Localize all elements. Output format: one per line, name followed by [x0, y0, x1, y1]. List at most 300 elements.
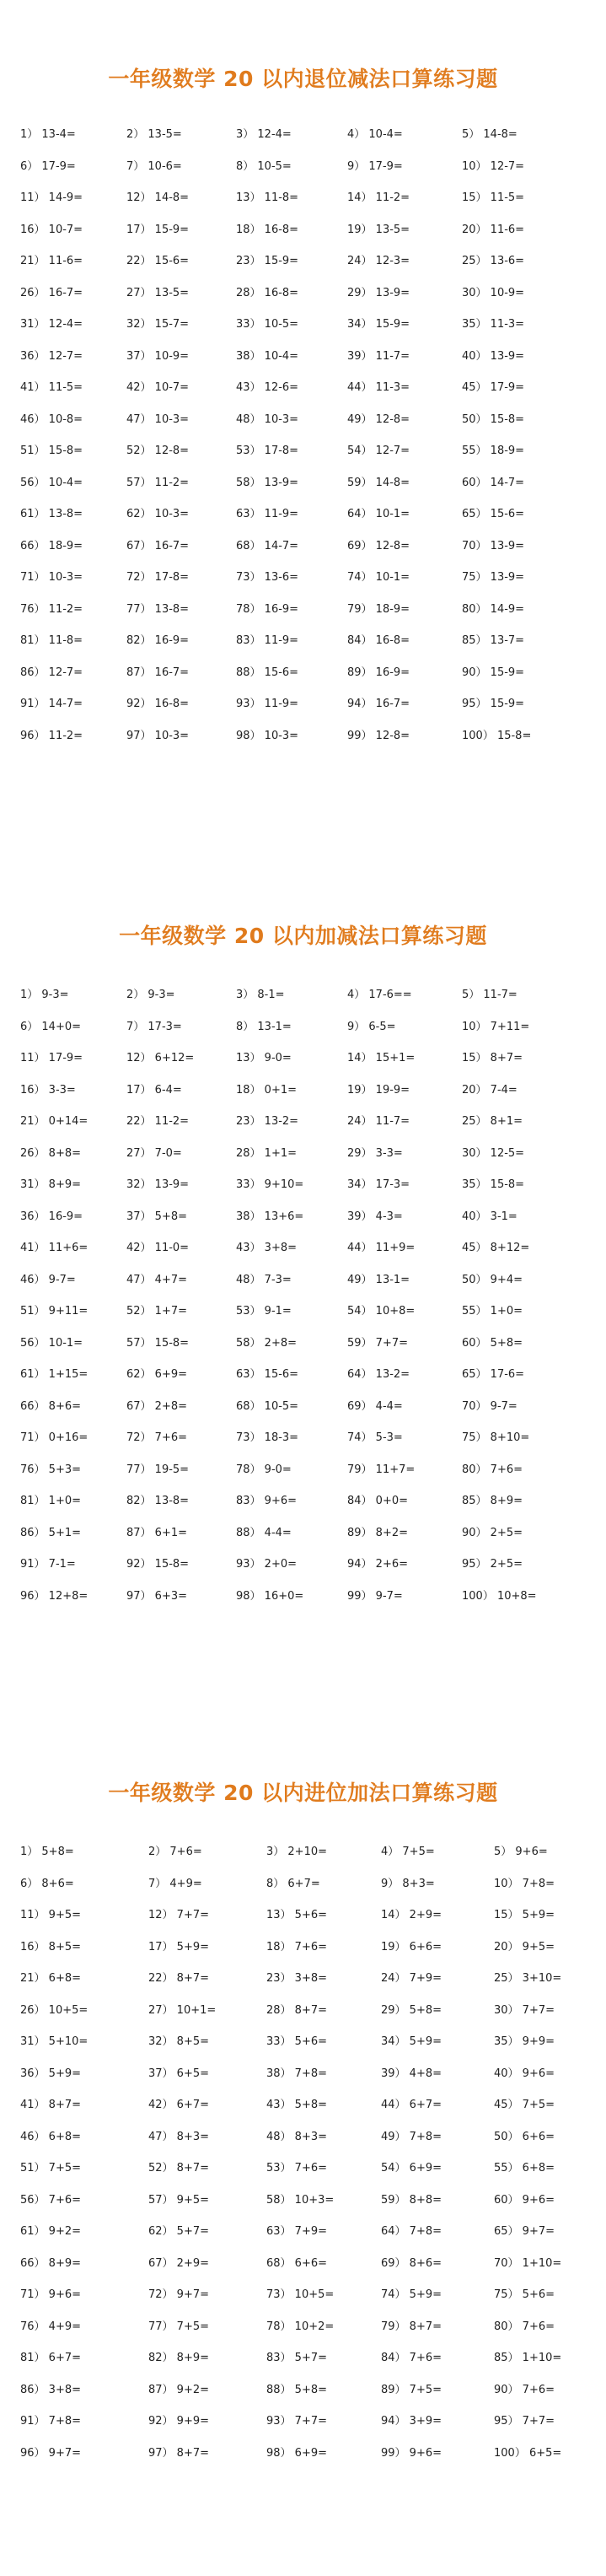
- problem-item: 69） 8+6=: [381, 2256, 442, 2270]
- problem-item: 32） 15-7=: [126, 318, 190, 331]
- problem-item: 12） 7+7=: [148, 1909, 210, 1921]
- problem-row: [0, 536, 606, 569]
- problem-item: 32） 8+5=: [148, 2035, 210, 2048]
- problem-item: 100） 15-8=: [462, 729, 532, 742]
- problem-item: 3） 2+10=: [266, 1846, 328, 1858]
- problem-item: 68） 14-7=: [236, 539, 299, 552]
- problem-item: 46） 10-8=: [20, 412, 83, 426]
- problem-row: [0, 1428, 606, 1460]
- problem-item: 77） 7+5=: [148, 2320, 210, 2333]
- problem-item: 85） 8+9=: [462, 1495, 523, 1507]
- problem-row: [0, 1144, 606, 1176]
- problem-item: 47） 8+3=: [148, 2130, 210, 2143]
- problem-item: 59） 7+7=: [347, 1336, 409, 1350]
- problem-item: 83） 5+7=: [266, 2352, 328, 2364]
- problem-item: 90） 2+5=: [462, 1526, 523, 1539]
- problem-item: 94） 3+9=: [381, 2415, 442, 2428]
- problem-item: 62） 10-3=: [126, 508, 190, 520]
- problem-item: 60） 5+8=: [462, 1336, 523, 1350]
- problem-row: [0, 1523, 606, 1555]
- problem-item: 27） 7-0=: [126, 1146, 182, 1160]
- problem-item: 44） 6+7=: [381, 2099, 442, 2111]
- problem-item: 82） 13-8=: [126, 1495, 190, 1507]
- problem-item: 52） 1+7=: [126, 1305, 188, 1318]
- problem-item: 63） 7+9=: [266, 2225, 328, 2238]
- problem-item: 19） 13-5=: [347, 223, 410, 236]
- problem-item: 25） 8+1=: [462, 1115, 523, 1128]
- problem-item: 2） 9-3=: [126, 989, 175, 1001]
- problem-row: [0, 1365, 606, 1397]
- problem-item: 48） 7-3=: [236, 1273, 292, 1286]
- problem-item: 58） 2+8=: [236, 1336, 298, 1350]
- problem-item: 51） 9+11=: [20, 1305, 88, 1318]
- problem-item: 68） 6+6=: [266, 2256, 328, 2270]
- problem-item: 8） 6+7=: [266, 1877, 320, 1890]
- problem-item: 66） 18-9=: [20, 539, 83, 552]
- problem-item: 98） 6+9=: [266, 2446, 328, 2460]
- problem-row: [0, 2412, 606, 2444]
- problem-row: [0, 1460, 606, 1492]
- problem-item: 86） 3+8=: [20, 2383, 82, 2396]
- problem-item: 70） 1+10=: [494, 2256, 562, 2270]
- problem-item: 98） 10-3=: [236, 729, 299, 742]
- problem-item: 4） 17-6==: [347, 989, 412, 1001]
- problem-item: 86） 5+1=: [20, 1526, 82, 1539]
- problem-item: 61） 1+15=: [20, 1368, 88, 1381]
- problem-row: [0, 2158, 606, 2191]
- problem-item: 96） 11-2=: [20, 729, 83, 742]
- problem-row: [0, 2001, 606, 2033]
- problem-row: [0, 1555, 606, 1587]
- problem-row: [0, 631, 606, 663]
- problem-item: 81） 6+7=: [20, 2352, 82, 2364]
- section-title: 一年级数学 20 以内退位减法口算练习题: [108, 67, 498, 91]
- problem-item: 24） 11-7=: [347, 1115, 410, 1128]
- problem-item: 62） 6+9=: [126, 1368, 188, 1381]
- problem-item: 59） 14-8=: [347, 476, 410, 489]
- problem-item: 89） 7+5=: [381, 2383, 442, 2396]
- problem-grid: [0, 125, 606, 757]
- problem-item: 68） 10-5=: [236, 1399, 299, 1413]
- problem-item: 48） 8+3=: [266, 2130, 328, 2143]
- problem-item: 43） 5+8=: [266, 2099, 328, 2111]
- problem-item: 50） 15-8=: [462, 412, 525, 426]
- problem-item: 66） 8+9=: [20, 2256, 82, 2270]
- problem-item: 58） 13-9=: [236, 476, 299, 489]
- problem-item: 91） 14-7=: [20, 698, 83, 710]
- problem-item: 93） 7+7=: [266, 2415, 328, 2428]
- problem-item: 23） 15-9=: [236, 255, 299, 267]
- problem-item: 51） 7+5=: [20, 2162, 82, 2175]
- problem-item: 88） 5+8=: [266, 2383, 328, 2396]
- problem-item: 18） 0+1=: [236, 1083, 298, 1097]
- problem-row: [0, 2254, 606, 2286]
- problem-item: 45） 8+12=: [462, 1242, 530, 1254]
- problem-item: 62） 5+7=: [148, 2225, 210, 2238]
- problem-item: 38） 13+6=: [236, 1210, 304, 1223]
- problem-item: 99） 9+6=: [381, 2446, 442, 2460]
- problem-row: [0, 441, 606, 473]
- problem-item: 65） 9+7=: [494, 2225, 555, 2238]
- problem-item: 31） 5+10=: [20, 2035, 88, 2048]
- problem-grid: [0, 1842, 606, 2475]
- problem-item: 11） 14-9=: [20, 191, 83, 204]
- problem-item: 9） 8+3=: [381, 1877, 435, 1890]
- problem-row: [0, 2064, 606, 2096]
- problem-item: 78） 16-9=: [236, 602, 299, 616]
- problem-item: 17） 6-4=: [126, 1083, 182, 1097]
- problem-item: 43） 12-6=: [236, 381, 299, 394]
- problem-item: 84） 0+0=: [347, 1495, 409, 1507]
- problem-row: [0, 2222, 606, 2254]
- problem-item: 23） 13-2=: [236, 1115, 299, 1128]
- problem-item: 96） 12+8=: [20, 1589, 88, 1603]
- problem-item: 20） 7-4=: [462, 1083, 518, 1097]
- problem-item: 32） 13-9=: [126, 1178, 190, 1191]
- problem-item: 76） 5+3=: [20, 1463, 82, 1476]
- problem-row: [0, 663, 606, 695]
- problem-item: 42） 11-0=: [126, 1242, 190, 1254]
- problem-item: 15） 5+9=: [494, 1909, 555, 1921]
- problem-item: 90） 15-9=: [462, 666, 525, 679]
- problem-item: 44） 11+9=: [347, 1242, 416, 1254]
- problem-row: [0, 985, 606, 1017]
- problem-item: 42） 6+7=: [148, 2099, 210, 2111]
- problem-item: 19） 19-9=: [347, 1083, 410, 1097]
- problem-item: 78） 9-0=: [236, 1463, 292, 1476]
- problem-item: 71） 0+16=: [20, 1431, 88, 1444]
- problem-item: 13） 5+6=: [266, 1909, 328, 1921]
- problem-row: [0, 347, 606, 379]
- problem-item: 37） 5+8=: [126, 1210, 188, 1223]
- problem-item: 72） 17-8=: [126, 571, 190, 584]
- problem-item: 55） 1+0=: [462, 1305, 523, 1318]
- problem-item: 34） 15-9=: [347, 318, 410, 331]
- problem-item: 57） 9+5=: [148, 2193, 210, 2207]
- problem-item: 13） 11-8=: [236, 191, 299, 204]
- problem-item: 87） 6+1=: [126, 1526, 188, 1539]
- problem-row: [0, 694, 606, 726]
- problem-item: 74） 5+9=: [381, 2288, 442, 2301]
- problem-item: 27） 13-5=: [126, 286, 190, 299]
- problem-item: 85） 13-7=: [462, 634, 525, 647]
- problem-item: 45） 7+5=: [494, 2099, 555, 2111]
- problem-item: 35） 11-3=: [462, 318, 525, 331]
- problem-item: 40） 3-1=: [462, 1210, 518, 1223]
- problem-item: 36） 5+9=: [20, 2067, 82, 2080]
- problem-item: 6） 14+0=: [20, 1020, 82, 1033]
- problem-grid: [0, 985, 606, 1618]
- problem-item: 49） 13-1=: [347, 1273, 410, 1286]
- problem-item: 73） 10+5=: [266, 2288, 335, 2301]
- problem-item: 50） 9+4=: [462, 1273, 523, 1286]
- problem-item: 84） 16-8=: [347, 634, 410, 647]
- problem-item: 80） 7+6=: [494, 2320, 555, 2333]
- problem-row: [0, 188, 606, 220]
- problem-item: 38） 10-4=: [236, 349, 299, 363]
- problem-item: 39） 11-7=: [347, 349, 410, 363]
- problem-item: 80） 7+6=: [462, 1463, 523, 1476]
- problem-item: 28） 8+7=: [266, 2003, 328, 2017]
- problem-item: 40） 9+6=: [494, 2067, 555, 2080]
- problem-item: 72） 7+6=: [126, 1431, 188, 1444]
- problem-item: 61） 9+2=: [20, 2225, 82, 2238]
- problem-item: 30） 7+7=: [494, 2003, 555, 2017]
- problem-item: 17） 15-9=: [126, 223, 190, 236]
- problem-item: 33） 9+10=: [236, 1178, 304, 1191]
- section-title: 一年级数学 20 以内进位加法口算练习题: [108, 1781, 498, 1805]
- problem-item: 86） 12-7=: [20, 666, 83, 679]
- problem-item: 9） 6-5=: [347, 1020, 396, 1033]
- problem-item: 85） 1+10=: [494, 2352, 562, 2364]
- problem-item: 81） 1+0=: [20, 1495, 82, 1507]
- problem-row: [0, 2380, 606, 2412]
- problem-item: 56） 10-1=: [20, 1336, 83, 1350]
- problem-row: [0, 283, 606, 315]
- problem-item: 74） 5-3=: [347, 1431, 403, 1444]
- problem-item: 26） 16-7=: [20, 286, 83, 299]
- problem-item: 100） 6+5=: [494, 2446, 562, 2460]
- problem-item: 48） 10-3=: [236, 412, 299, 426]
- problem-item: 79） 18-9=: [347, 602, 410, 616]
- problem-item: 54） 6+9=: [381, 2162, 442, 2175]
- problem-item: 57） 15-8=: [126, 1336, 190, 1350]
- problem-row: [0, 726, 606, 758]
- problem-item: 99） 12-8=: [347, 729, 410, 742]
- problem-item: 83） 11-9=: [236, 634, 299, 647]
- problem-row: [0, 2127, 606, 2159]
- problem-item: 64） 13-2=: [347, 1368, 410, 1381]
- problem-item: 24） 12-3=: [347, 255, 410, 267]
- problem-item: 77） 13-8=: [126, 602, 190, 616]
- problem-item: 3） 8-1=: [236, 989, 285, 1001]
- problem-item: 61） 13-8=: [20, 508, 83, 520]
- problem-item: 60） 9+6=: [494, 2193, 555, 2207]
- problem-row: [0, 125, 606, 157]
- problem-item: 26） 10+5=: [20, 2003, 88, 2017]
- problem-item: 51） 15-8=: [20, 445, 83, 457]
- problem-item: 1） 9-3=: [20, 989, 69, 1001]
- problem-item: 33） 5+6=: [266, 2035, 328, 2048]
- problem-item: 33） 10-5=: [236, 318, 299, 331]
- problem-item: 6） 8+6=: [20, 1877, 74, 1890]
- problem-item: 95） 7+7=: [494, 2415, 555, 2428]
- problem-item: 67） 2+9=: [148, 2256, 210, 2270]
- problem-item: 11） 9+5=: [20, 1909, 82, 1921]
- problem-item: 10） 7+11=: [462, 1020, 530, 1033]
- problem-item: 93） 11-9=: [236, 698, 299, 710]
- problem-item: 18） 7+6=: [266, 1940, 328, 1954]
- problem-item: 64） 7+8=: [381, 2225, 442, 2238]
- problem-item: 5） 11-7=: [462, 989, 518, 1001]
- problem-item: 64） 10-1=: [347, 508, 410, 520]
- problem-row: [0, 251, 606, 283]
- problem-item: 2） 13-5=: [126, 128, 182, 141]
- problem-row: [0, 1301, 606, 1334]
- problem-row: [0, 2032, 606, 2064]
- problem-row: [0, 1491, 606, 1523]
- problem-item: 91） 7+8=: [20, 2415, 82, 2428]
- problem-item: 31） 12-4=: [20, 318, 83, 331]
- problem-item: 74） 10-1=: [347, 571, 410, 584]
- problem-row: [0, 2348, 606, 2380]
- problem-row: [0, 1270, 606, 1302]
- problem-item: 36） 16-9=: [20, 1210, 83, 1223]
- problem-item: 16） 3-3=: [20, 1083, 76, 1097]
- problem-item: 82） 16-9=: [126, 634, 190, 647]
- problem-item: 18） 16-8=: [236, 223, 299, 236]
- problem-row: [0, 473, 606, 505]
- problem-row: [0, 2191, 606, 2223]
- problem-item: 4） 7+5=: [381, 1846, 435, 1858]
- problem-item: 92） 16-8=: [126, 698, 190, 710]
- problem-item: 63） 15-6=: [236, 1368, 299, 1381]
- problem-item: 34） 17-3=: [347, 1178, 410, 1191]
- problem-item: 44） 11-3=: [347, 381, 410, 394]
- problem-item: 87） 9+2=: [148, 2383, 210, 2396]
- problem-item: 28） 1+1=: [236, 1146, 298, 1160]
- problem-item: 27） 10+1=: [148, 2003, 217, 2017]
- section-title: 一年级数学 20 以内加减法口算练习题: [119, 924, 487, 948]
- problem-row: [0, 1874, 606, 1906]
- problem-item: 47） 4+7=: [126, 1273, 188, 1286]
- problem-item: 97） 6+3=: [126, 1589, 188, 1603]
- problem-item: 65） 17-6=: [462, 1368, 525, 1381]
- problem-item: 60） 14-7=: [462, 476, 525, 489]
- problem-item: 95） 15-9=: [462, 698, 525, 710]
- problem-item: 29） 3-3=: [347, 1146, 403, 1160]
- problem-row: [0, 1048, 606, 1081]
- problem-item: 42） 10-7=: [126, 381, 190, 394]
- problem-item: 91） 7-1=: [20, 1558, 76, 1571]
- problem-row: [0, 1081, 606, 1113]
- problem-item: 56） 7+6=: [20, 2193, 82, 2207]
- problem-item: 49） 12-8=: [347, 412, 410, 426]
- problem-item: 63） 11-9=: [236, 508, 299, 520]
- problem-item: 20） 11-6=: [462, 223, 525, 236]
- problem-row: [0, 504, 606, 536]
- problem-item: 22） 11-2=: [126, 1115, 190, 1128]
- problem-item: 4） 10-4=: [347, 128, 403, 141]
- problem-item: 80） 14-9=: [462, 602, 525, 616]
- problem-item: 6） 17-9=: [20, 159, 76, 173]
- problem-item: 75） 13-9=: [462, 571, 525, 584]
- problem-item: 16） 10-7=: [20, 223, 83, 236]
- problem-item: 70） 13-9=: [462, 539, 525, 552]
- problem-item: 12） 14-8=: [126, 191, 190, 204]
- problem-item: 35） 9+9=: [494, 2035, 555, 2048]
- problem-item: 54） 12-7=: [347, 445, 410, 457]
- problem-item: 37） 6+5=: [148, 2067, 210, 2080]
- problem-item: 37） 10-9=: [126, 349, 190, 363]
- problem-item: 21） 6+8=: [20, 1972, 82, 1985]
- problem-item: 69） 12-8=: [347, 539, 410, 552]
- problem-item: 53） 7+6=: [266, 2162, 328, 2175]
- problem-item: 29） 5+8=: [381, 2003, 442, 2017]
- problem-item: 88） 15-6=: [236, 666, 299, 679]
- problem-item: 39） 4-3=: [347, 1210, 403, 1223]
- problem-row: [0, 1207, 606, 1239]
- problem-item: 1） 5+8=: [20, 1846, 74, 1858]
- problem-item: 41） 8+7=: [20, 2099, 82, 2111]
- problem-item: 29） 13-9=: [347, 286, 410, 299]
- problem-item: 94） 16-7=: [347, 698, 410, 710]
- problem-item: 40） 13-9=: [462, 349, 525, 363]
- problem-item: 53） 9-1=: [236, 1305, 292, 1318]
- problem-item: 50） 6+6=: [494, 2130, 555, 2143]
- problem-item: 14） 11-2=: [347, 191, 410, 204]
- problem-row: [0, 2444, 606, 2476]
- problem-item: 75） 8+10=: [462, 1431, 530, 1444]
- problem-item: 1） 13-4=: [20, 128, 76, 141]
- problem-item: 2） 7+6=: [148, 1846, 202, 1858]
- problem-item: 92） 9+9=: [148, 2415, 210, 2428]
- problem-item: 10） 7+8=: [494, 1877, 555, 1890]
- problem-item: 70） 9-7=: [462, 1399, 518, 1413]
- problem-item: 25） 13-6=: [462, 255, 525, 267]
- problem-item: 98） 16+0=: [236, 1589, 304, 1603]
- problem-row: [0, 568, 606, 600]
- problem-item: 23） 3+8=: [266, 1972, 328, 1985]
- problem-row: [0, 2285, 606, 2317]
- problem-item: 3） 12-4=: [236, 128, 292, 141]
- problem-item: 58） 10+3=: [266, 2193, 335, 2207]
- problem-item: 97） 8+7=: [148, 2446, 210, 2460]
- problem-row: [0, 2095, 606, 2127]
- problem-item: 55） 18-9=: [462, 445, 525, 457]
- problem-item: 36） 12-7=: [20, 349, 83, 363]
- problem-item: 92） 15-8=: [126, 1558, 190, 1571]
- problem-row: [0, 1969, 606, 2001]
- problem-item: 77） 19-5=: [126, 1463, 190, 1476]
- problem-item: 45） 17-9=: [462, 381, 525, 394]
- problem-item: 26） 8+8=: [20, 1146, 82, 1160]
- problem-item: 13） 9-0=: [236, 1052, 292, 1064]
- problem-item: 43） 3+8=: [236, 1242, 298, 1254]
- problem-item: 54） 10+8=: [347, 1305, 416, 1318]
- problem-item: 89） 16-9=: [347, 666, 410, 679]
- problem-item: 79） 11+7=: [347, 1463, 416, 1476]
- problem-item: 59） 8+8=: [381, 2193, 442, 2207]
- problem-item: 75） 5+6=: [494, 2288, 555, 2301]
- problem-row: [0, 1017, 606, 1049]
- problem-item: 89） 8+2=: [347, 1526, 409, 1539]
- problem-row: [0, 1842, 606, 1874]
- problem-item: 71） 10-3=: [20, 571, 83, 584]
- problem-item: 30） 12-5=: [462, 1146, 525, 1160]
- problem-item: 34） 5+9=: [381, 2035, 442, 2048]
- problem-item: 52） 8+7=: [148, 2162, 210, 2175]
- problem-item: 87） 16-7=: [126, 666, 190, 679]
- problem-item: 9） 17-9=: [347, 159, 403, 173]
- problem-item: 21） 11-6=: [20, 255, 83, 267]
- problem-item: 14） 15+1=: [347, 1052, 416, 1064]
- problem-row: [0, 1175, 606, 1207]
- problem-item: 76） 11-2=: [20, 602, 83, 616]
- problem-item: 81） 11-8=: [20, 634, 83, 647]
- problem-item: 55） 6+8=: [494, 2162, 555, 2175]
- problem-item: 17） 5+9=: [148, 1940, 210, 1954]
- problem-item: 84） 7+6=: [381, 2352, 442, 2364]
- problem-item: 95） 2+5=: [462, 1558, 523, 1571]
- problem-item: 30） 10-9=: [462, 286, 525, 299]
- problem-item: 8） 10-5=: [236, 159, 292, 173]
- problem-item: 69） 4-4=: [347, 1399, 403, 1413]
- problem-item: 47） 10-3=: [126, 412, 190, 426]
- problem-item: 41） 11+6=: [20, 1242, 88, 1254]
- problem-item: 41） 11-5=: [20, 381, 83, 394]
- problem-item: 22） 8+7=: [148, 1972, 210, 1985]
